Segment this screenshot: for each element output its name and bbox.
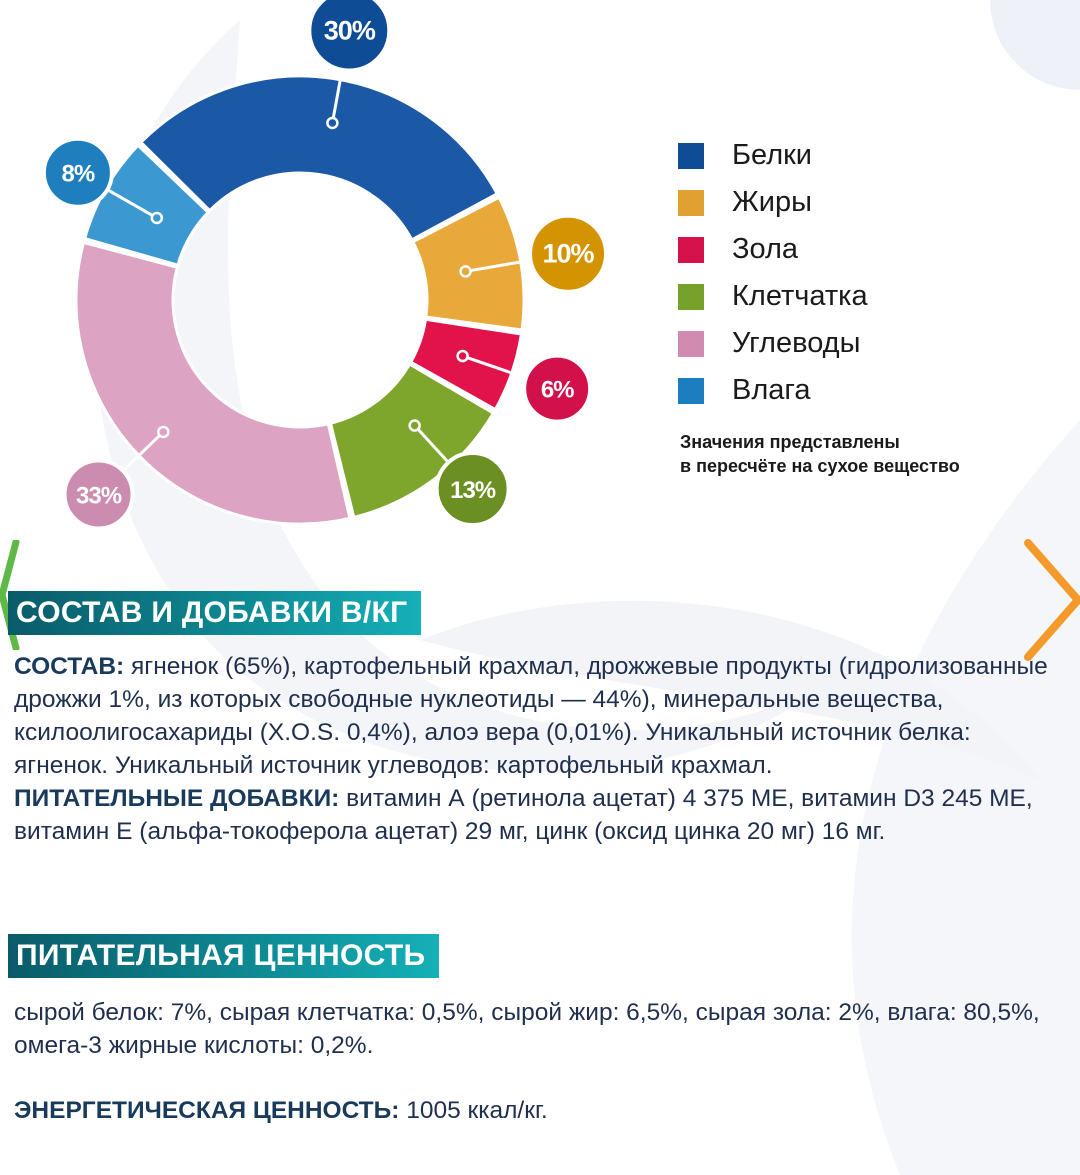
legend-item-fats [678, 179, 868, 226]
composition-text [14, 650, 1064, 848]
legend-item-ash [678, 226, 868, 273]
legend-swatch [678, 378, 704, 404]
additives-body: витамин А (ретинола ацетат) 4 375 МЕ, витамин D3 245 МЕ, витамин Е (альфа-токоферола ацетат) 29 мг, цинк (оксид цинка 20 мг) 16 мг. [14, 785, 1033, 845]
legend-item-proteins [678, 132, 868, 179]
additives-label: ПИТАТЕЛЬНЫЕ ДОБАВКИ: [14, 785, 340, 812]
legend-item-carbs [678, 320, 868, 367]
legend-label: Клетчатка [732, 280, 868, 312]
label-connector-dot [158, 427, 168, 437]
legend-swatch [678, 237, 704, 263]
legend-item-fiber [678, 273, 868, 320]
legend-swatch [678, 284, 704, 310]
legend-label: Углеводы [732, 327, 861, 359]
value-label-carbs: 33% [76, 482, 122, 510]
next-arrow-icon[interactable] [1020, 535, 1080, 665]
note-line: в пересчёте на сухое вещество [680, 456, 960, 476]
label-connector-dot [461, 266, 471, 276]
value-label-ash: 6% [540, 376, 574, 404]
energy-value: 1005 ккал/кг. [399, 1097, 548, 1124]
nutrition-header: ПИТАТЕЛЬНАЯ ЦЕННОСТЬ [8, 934, 439, 978]
legend-label: Белки [732, 139, 813, 171]
chart-legend [678, 132, 868, 414]
legend-swatch [678, 190, 704, 216]
label-connector-dot [410, 421, 420, 431]
legend-swatch [678, 143, 704, 169]
value-label-moisture: 8% [61, 160, 95, 188]
legend-label: Жиры [732, 186, 812, 218]
label-connector-dot [458, 351, 468, 361]
legend-label: Зола [732, 233, 799, 265]
energy-text [14, 1094, 1064, 1127]
note-line: Значения представлены [680, 432, 900, 452]
legend-item-moisture [678, 367, 868, 414]
dry-matter-note [680, 430, 960, 478]
legend-label: Влага [732, 374, 811, 406]
legend-swatch [678, 331, 704, 357]
label-connector-dot [152, 213, 162, 223]
label-connector-dot [327, 118, 337, 128]
energy-label: ЭНЕРГЕТИЧЕСКАЯ ЦЕННОСТЬ: [14, 1097, 400, 1124]
value-label-fiber: 13% [450, 477, 496, 505]
composition-label: СОСТАВ: [14, 653, 125, 680]
composition-header: СОСТАВ И ДОБАВКИ В/КГ [8, 591, 421, 635]
value-label-proteins: 30% [323, 15, 375, 46]
nutrition-text: сырой белок: 7%, сырая клетчатка: 0,5%, сырой жир: 6,5%, сырая зола: 2%, влага: 80,5%, омега-3 жирные кислоты: 0,2%. [14, 999, 1040, 1059]
composition-body: ягненок (65%), картофельный крахмал, дрожжевые продукты (гидролизованные дрожжи 1%, из которых свободные нуклеотиды — 44%), минеральные вещества, ксилоолигосахариды (X.O.S. 0,4%), алоэ вера (0,01%). Уникальный источник белка: ягненок. Уникальный источник углеводов: картофельный крахмал. [14, 653, 1048, 779]
value-label-fats: 10% [542, 238, 594, 269]
